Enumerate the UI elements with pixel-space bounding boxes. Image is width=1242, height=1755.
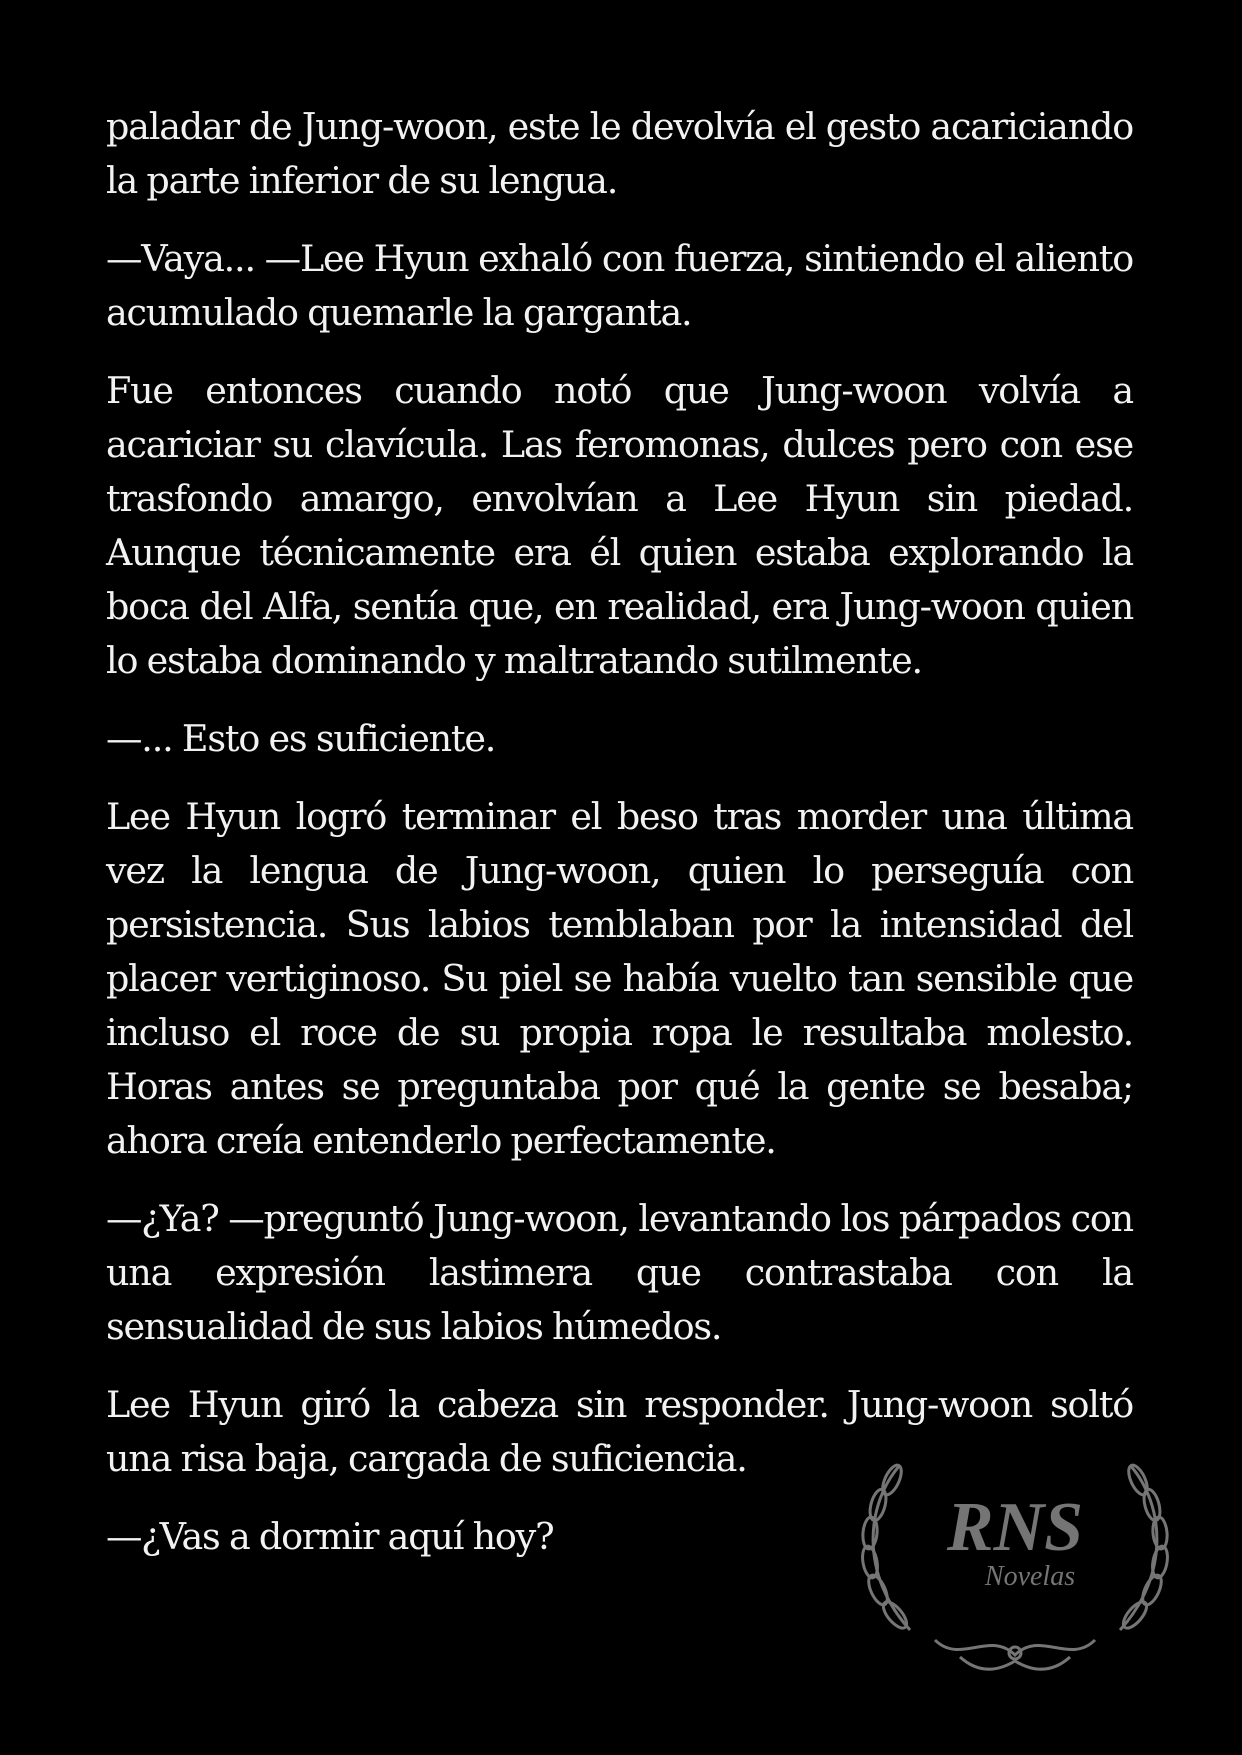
paragraph-4: —... Esto es suficiente. <box>106 717 496 760</box>
paragraph-3: Fue entonces cuando notó que Jung-woon volvía a acariciar su clavícula. Las feromonas, dulces pero con ese trasfondo amargo, envolvían a Lee Hyun sin piedad. Aunque técnicamente era él quien estaba explorando la boca del Alfa, sentía que, en realidad, era Jung-woon quien lo estaba dominando y maltratando sutilmente. <box>106 369 1133 682</box>
chapter-text <box>106 100 1133 1588</box>
paragraph-1: paladar de Jung-woon, este le devolvía el gesto acariciando la parte inferior de su lengua. <box>106 105 1133 202</box>
watermark-brand: RNS <box>946 1489 1084 1566</box>
paragraph-7: Lee Hyun giró la cabeza sin responder. Jung-woon soltó una risa baja, cargada de suficiencia. <box>106 1383 1133 1480</box>
paragraph-2: —Vaya... —Lee Hyun exhaló con fuerza, sintiendo el aliento acumulado quemarle la garganta. <box>106 237 1133 334</box>
rns-novelas-watermark-logo <box>840 1425 1190 1685</box>
watermark-subtitle: Novelas <box>984 1561 1076 1592</box>
paragraph-8: —¿Vas a dormir aquí hoy? <box>106 1515 554 1558</box>
paragraph-5: Lee Hyun logró terminar el beso tras morder una última vez la lengua de Jung-woon, quien lo perseguía con persistencia. Sus labios temblaban por la intensidad del placer vertiginoso. Su piel se había vuelto tan sensible que incluso el roce de su propia ropa le resultaba molesto. Horas antes se preguntaba por qué la gente se besaba; ahora creía entenderlo perfectamente. <box>106 795 1133 1162</box>
paragraph-6: —¿Ya? —preguntó Jung-woon, levantando los párpados con una expresión lastimera que contrastaba con la sensualidad de sus labios húmedos. <box>106 1197 1133 1348</box>
